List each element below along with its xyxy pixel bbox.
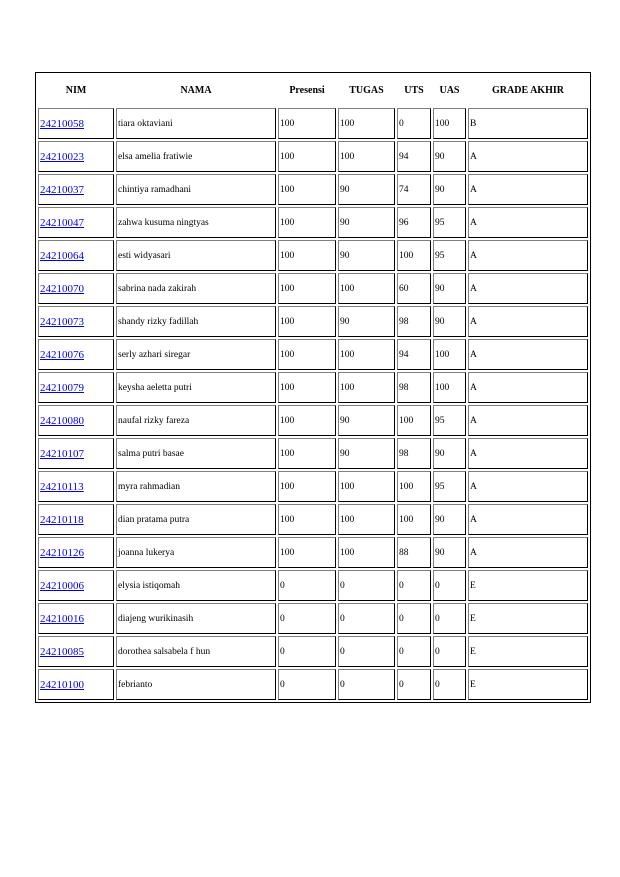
nim-link[interactable]: 24210079 xyxy=(40,381,84,394)
cell-uas: 100 xyxy=(433,372,466,403)
header-uts: UTS xyxy=(404,85,424,96)
nim-link[interactable]: 24210113 xyxy=(40,480,84,493)
cell-nama: serly azhari siregar xyxy=(116,339,276,370)
cell-uts: 98 xyxy=(397,372,431,403)
cell-uas: 0 xyxy=(433,669,466,700)
cell-tugas: 100 xyxy=(338,471,395,502)
header-tugas: TUGAS xyxy=(349,85,384,96)
table-body xyxy=(38,108,588,700)
nim-link[interactable]: 24210126 xyxy=(40,546,84,559)
cell-uas: 90 xyxy=(433,141,466,172)
cell-grade-akhir: A xyxy=(468,240,588,271)
cell-nim xyxy=(38,471,114,502)
nim-link[interactable]: 24210070 xyxy=(40,282,84,295)
header-presensi: Presensi xyxy=(289,85,325,96)
cell-nama: sabrina nada zakirah xyxy=(116,273,276,304)
cell-grade-akhir: A xyxy=(468,504,588,535)
table-row xyxy=(38,174,588,205)
cell-grade-akhir: A xyxy=(468,471,588,502)
cell-presensi: 100 xyxy=(278,306,336,337)
nim-link[interactable]: 24210073 xyxy=(40,315,84,328)
cell-presensi: 100 xyxy=(278,405,336,436)
cell-grade-akhir: A xyxy=(468,372,588,403)
cell-tugas: 0 xyxy=(338,603,395,634)
cell-tugas: 0 xyxy=(338,669,395,700)
cell-nim xyxy=(38,570,114,601)
table-row xyxy=(38,306,588,337)
cell-uts: 0 xyxy=(397,570,431,601)
cell-tugas: 90 xyxy=(338,240,395,271)
cell-grade-akhir: A xyxy=(468,207,588,238)
cell-presensi: 0 xyxy=(278,603,336,634)
cell-uas: 100 xyxy=(433,339,466,370)
table-row xyxy=(38,372,588,403)
cell-tugas: 100 xyxy=(338,537,395,568)
cell-nama: keysha aeletta putri xyxy=(116,372,276,403)
cell-nama: diajeng wurikinasih xyxy=(116,603,276,634)
cell-grade-akhir: A xyxy=(468,273,588,304)
cell-nim xyxy=(38,603,114,634)
cell-presensi: 0 xyxy=(278,669,336,700)
cell-nim xyxy=(38,339,114,370)
cell-uts: 98 xyxy=(397,438,431,469)
cell-presensi: 100 xyxy=(278,108,336,139)
cell-grade-akhir: A xyxy=(468,438,588,469)
cell-uas: 95 xyxy=(433,207,466,238)
nim-link[interactable]: 24210076 xyxy=(40,348,84,361)
table-row xyxy=(38,438,588,469)
table-header-row xyxy=(38,75,588,106)
cell-uts: 98 xyxy=(397,306,431,337)
cell-grade-akhir: A xyxy=(468,339,588,370)
cell-presensi: 100 xyxy=(278,537,336,568)
cell-nama: febrianto xyxy=(116,669,276,700)
cell-tugas: 100 xyxy=(338,141,395,172)
cell-nim xyxy=(38,438,114,469)
grades-table xyxy=(35,72,591,703)
cell-uas: 95 xyxy=(433,471,466,502)
cell-presensi: 100 xyxy=(278,174,336,205)
cell-uas: 90 xyxy=(433,504,466,535)
cell-uas: 90 xyxy=(433,438,466,469)
nim-link[interactable]: 24210058 xyxy=(40,117,84,130)
cell-tugas: 90 xyxy=(338,306,395,337)
cell-grade-akhir: E xyxy=(468,636,588,667)
cell-nim xyxy=(38,306,114,337)
nim-link[interactable]: 24210118 xyxy=(40,513,84,526)
cell-grade-akhir: E xyxy=(468,570,588,601)
cell-nama: tiara oktaviani xyxy=(116,108,276,139)
cell-uts: 96 xyxy=(397,207,431,238)
header-uas: UAS xyxy=(439,85,460,96)
cell-grade-akhir: A xyxy=(468,405,588,436)
cell-presensi: 0 xyxy=(278,636,336,667)
nim-link[interactable]: 24210100 xyxy=(40,678,84,691)
cell-nim xyxy=(38,207,114,238)
table-row xyxy=(38,141,588,172)
cell-nim xyxy=(38,273,114,304)
cell-nama: esti widyasari xyxy=(116,240,276,271)
table-row xyxy=(38,636,588,667)
table-row xyxy=(38,504,588,535)
cell-nim xyxy=(38,141,114,172)
nim-link[interactable]: 24210047 xyxy=(40,216,84,229)
cell-uas: 90 xyxy=(433,273,466,304)
cell-uas: 90 xyxy=(433,537,466,568)
cell-presensi: 100 xyxy=(278,273,336,304)
cell-tugas: 90 xyxy=(338,174,395,205)
cell-uts: 100 xyxy=(397,240,431,271)
cell-tugas: 100 xyxy=(338,372,395,403)
cell-uts: 0 xyxy=(397,669,431,700)
cell-uas: 100 xyxy=(433,108,466,139)
table-row xyxy=(38,273,588,304)
cell-grade-akhir: E xyxy=(468,603,588,634)
nim-link[interactable]: 24210006 xyxy=(40,579,84,592)
cell-uts: 74 xyxy=(397,174,431,205)
cell-nama: elsa amelia fratiwie xyxy=(116,141,276,172)
cell-grade-akhir: A xyxy=(468,306,588,337)
cell-nim xyxy=(38,636,114,667)
cell-uts: 0 xyxy=(397,636,431,667)
cell-uas: 95 xyxy=(433,240,466,271)
cell-nama: naufal rizky fareza xyxy=(116,405,276,436)
cell-uts: 0 xyxy=(397,603,431,634)
cell-nama: zahwa kusuma ningtyas xyxy=(116,207,276,238)
header-nama: NAMA xyxy=(180,85,212,96)
cell-nim xyxy=(38,108,114,139)
cell-tugas: 0 xyxy=(338,570,395,601)
cell-uas: 90 xyxy=(433,306,466,337)
cell-grade-akhir: B xyxy=(468,108,588,139)
cell-uas: 0 xyxy=(433,636,466,667)
table-row xyxy=(38,603,588,634)
cell-grade-akhir: A xyxy=(468,537,588,568)
cell-presensi: 100 xyxy=(278,339,336,370)
nim-link[interactable]: 24210016 xyxy=(40,612,84,625)
cell-presensi: 100 xyxy=(278,438,336,469)
cell-uts: 94 xyxy=(397,141,431,172)
cell-nama: myra rahmadian xyxy=(116,471,276,502)
cell-uts: 0 xyxy=(397,108,431,139)
table-row xyxy=(38,240,588,271)
cell-nim xyxy=(38,372,114,403)
cell-nama: dian pratama putra xyxy=(116,504,276,535)
cell-nama: salma putri basae xyxy=(116,438,276,469)
cell-presensi: 100 xyxy=(278,240,336,271)
table-row xyxy=(38,405,588,436)
cell-uts: 94 xyxy=(397,339,431,370)
cell-nama: joanna lukerya xyxy=(116,537,276,568)
cell-presensi: 100 xyxy=(278,141,336,172)
cell-tugas: 90 xyxy=(338,438,395,469)
cell-nim xyxy=(38,537,114,568)
cell-presensi: 100 xyxy=(278,372,336,403)
table-row xyxy=(38,537,588,568)
cell-uas: 0 xyxy=(433,603,466,634)
cell-uas: 95 xyxy=(433,405,466,436)
cell-presensi: 100 xyxy=(278,471,336,502)
nim-link[interactable]: 24210085 xyxy=(40,645,84,658)
cell-uts: 100 xyxy=(397,504,431,535)
table-row xyxy=(38,339,588,370)
table-row xyxy=(38,570,588,601)
cell-presensi: 0 xyxy=(278,570,336,601)
table-row xyxy=(38,207,588,238)
cell-tugas: 90 xyxy=(338,405,395,436)
cell-tugas: 100 xyxy=(338,339,395,370)
cell-uts: 100 xyxy=(397,405,431,436)
cell-presensi: 100 xyxy=(278,504,336,535)
nim-link[interactable]: 24210037 xyxy=(40,183,84,196)
cell-nim xyxy=(38,669,114,700)
nim-link[interactable]: 24210107 xyxy=(40,447,84,460)
cell-tugas: 100 xyxy=(338,504,395,535)
table-row xyxy=(38,471,588,502)
cell-nama: shandy rizky fadillah xyxy=(116,306,276,337)
cell-nim xyxy=(38,405,114,436)
cell-nim xyxy=(38,174,114,205)
cell-presensi: 100 xyxy=(278,207,336,238)
nim-link[interactable]: 24210023 xyxy=(40,150,84,163)
cell-uts: 100 xyxy=(397,471,431,502)
cell-grade-akhir: E xyxy=(468,669,588,700)
nim-link[interactable]: 24210064 xyxy=(40,249,84,262)
cell-nim xyxy=(38,504,114,535)
cell-tugas: 0 xyxy=(338,636,395,667)
cell-nama: dorothea salsabela f hun xyxy=(116,636,276,667)
header-grade-akhir: GRADE AKHIR xyxy=(492,85,564,96)
cell-nama: chintiya ramadhani xyxy=(116,174,276,205)
cell-uas: 90 xyxy=(433,174,466,205)
cell-nim xyxy=(38,240,114,271)
table-row xyxy=(38,108,588,139)
cell-grade-akhir: A xyxy=(468,141,588,172)
header-nim: NIM xyxy=(65,85,87,96)
table-row xyxy=(38,669,588,700)
nim-link[interactable]: 24210080 xyxy=(40,414,84,427)
cell-tugas: 100 xyxy=(338,273,395,304)
cell-tugas: 90 xyxy=(338,207,395,238)
cell-uas: 0 xyxy=(433,570,466,601)
cell-uts: 60 xyxy=(397,273,431,304)
cell-tugas: 100 xyxy=(338,108,395,139)
cell-grade-akhir: A xyxy=(468,174,588,205)
cell-nama: elysia istiqomah xyxy=(116,570,276,601)
cell-uts: 88 xyxy=(397,537,431,568)
